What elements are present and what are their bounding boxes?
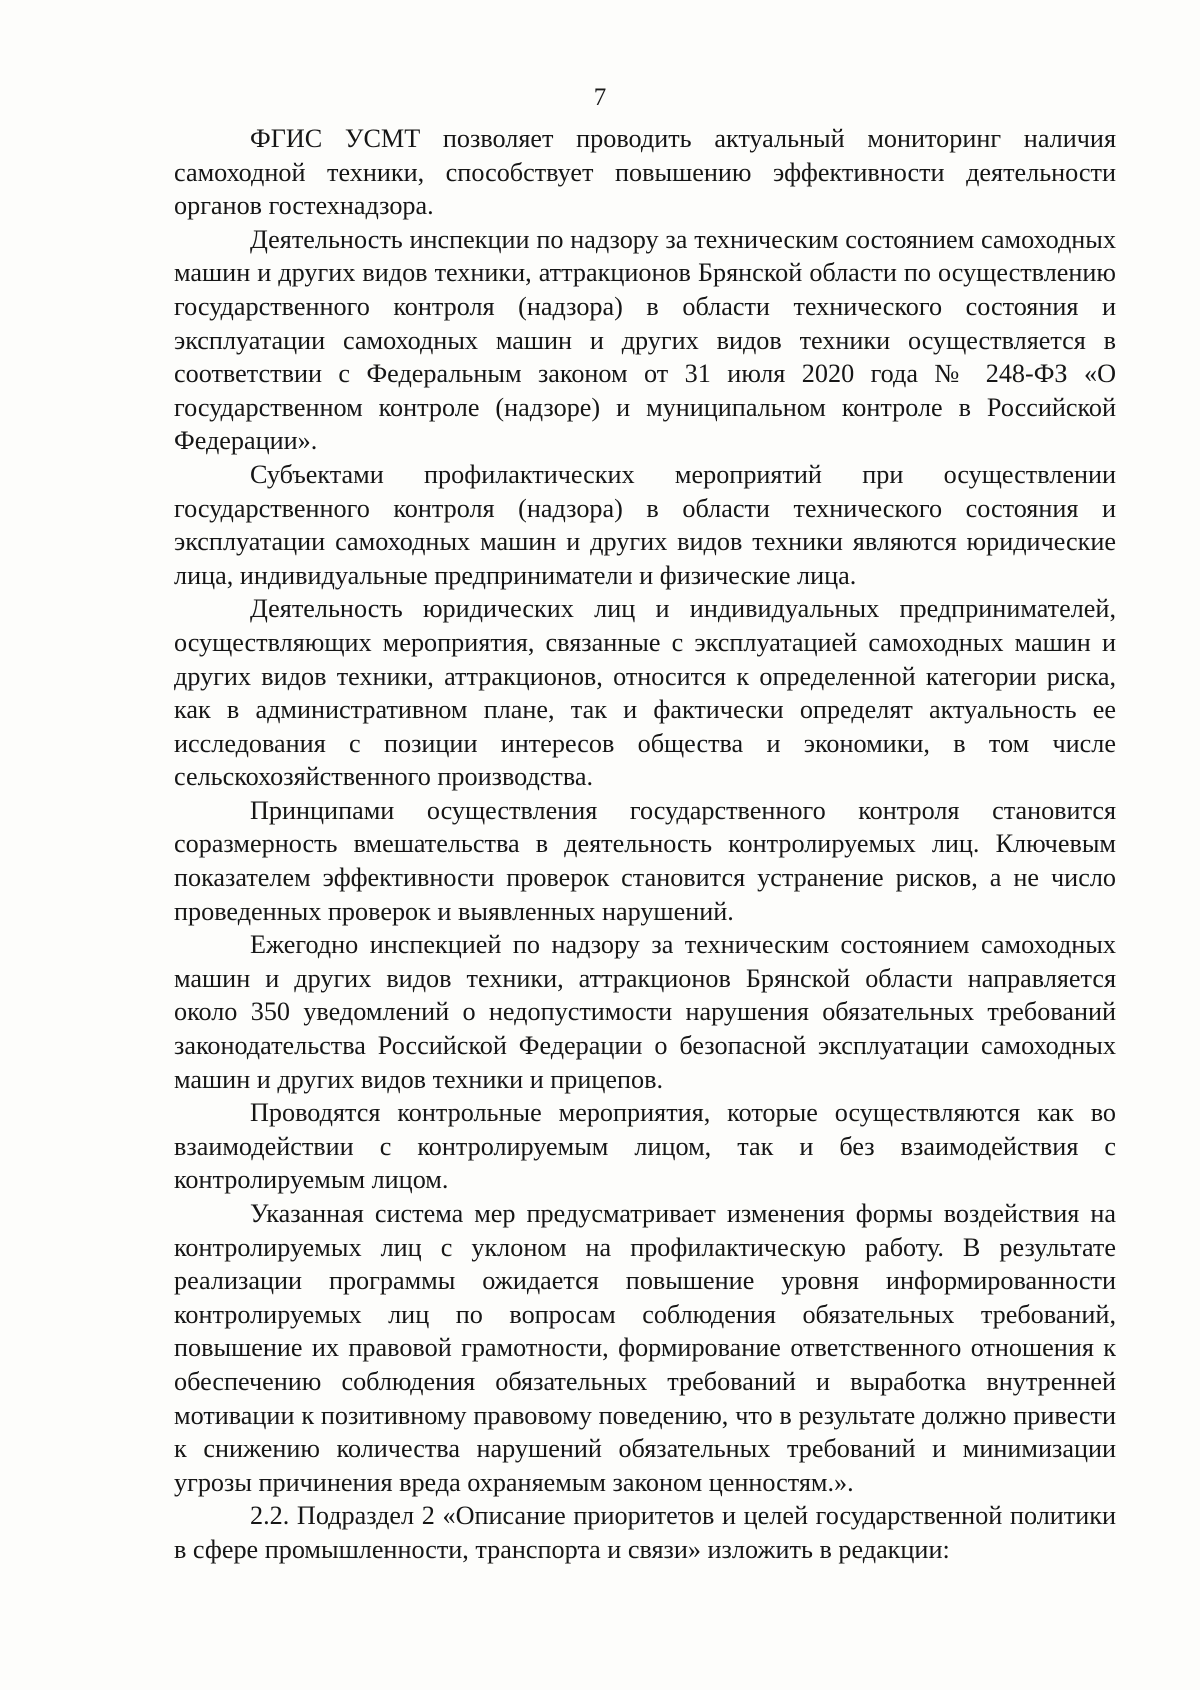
paragraph-control-principles: Принципами осуществления государственного контроля становится соразмерность вмешательства в деятельность контролируемых лиц. Ключевым показателем эффективности проверок становится устранение рисков, а не число проведенных проверок и выявленных нарушений. bbox=[174, 795, 1116, 926]
paragraph-inspection-activity: Деятельность инспекции по надзору за техническим состоянием самоходных машин и других видов техники, аттракционов Брянской области по осуществлению государственного контроля (надзора) в области технического состояния и эксплуатации самоходных машин и других видов техники осуществляется в соответствии с Федеральным законом от 31 июля 2020 года № 248-ФЗ «О государственном контроле (надзоре) и муниципальном контроле в Российской Федерации». bbox=[174, 224, 1116, 456]
paragraph-fgis-usmt: ФГИС УСМТ позволяет проводить актуальный мониторинг наличия самоходной техники, способствует повышению эффективности деятельности органов гостехнадзора. bbox=[174, 124, 1116, 221]
paragraph-legal-entities-activity: Деятельность юридических лиц и индивидуальных предпринимателей, осуществляющих мероприятия, связанные с эксплуатацией самоходных машин и других видов техники, аттракционов, относится к определенной категории риска, как в административном плане, так и фактически определят актуальность ее исследования с позиции интересов общества и экономики, в том числе сельскохозяйственного производства. bbox=[174, 594, 1116, 792]
paragraph-subsection-2-2: 2.2. Подраздел 2 «Описание приоритетов и целей государственной политики в сфере промышленности, транспорта и связи» изложить в редакции: bbox=[174, 1501, 1116, 1564]
paragraph-system-of-measures: Указанная система мер предусматривает изменения формы воздействия на контролируемых лиц с уклоном на профилактическую работу. В результате реализации программы ожидается повышение уровня информированности контролируемых лиц по вопросам соблюдения обязательных требований, повышение их правовой грамотности, формирование ответственного отношения к обеспечению соблюдения обязательных требований и выработка внутренней мотивации к позитивному правовому поведению, что в результате должно привести к снижению количества нарушений обязательных требований и минимизации угрозы причинения вреда охраняемым законом ценностям.». bbox=[174, 1199, 1116, 1497]
document-body bbox=[174, 122, 1116, 1567]
paragraph-annual-notifications: Ежегодно инспекцией по надзору за техническим состоянием самоходных машин и других видов техники, аттракционов Брянской области направляется около 350 уведомлений о недопустимости нарушения обязательных требований законодательства Российской Федерации о безопасной эксплуатации самоходных машин и других видов техники и прицепов. bbox=[174, 930, 1116, 1094]
paragraph-subjects-of-prevention: Субъектами профилактических мероприятий при осуществлении государственного контроля (надзора) в области технического состояния и эксплуатации самоходных машин и других видов техники являются юридические лица, индивидуальные предприниматели и физические лица. bbox=[174, 459, 1116, 590]
paragraph-control-measures: Проводятся контрольные мероприятия, которые осуществляются как во взаимодействии с контролируемым лицом, так и без взаимодействия с контролируемым лицом. bbox=[174, 1098, 1116, 1195]
page-number: 7 bbox=[593, 84, 607, 111]
